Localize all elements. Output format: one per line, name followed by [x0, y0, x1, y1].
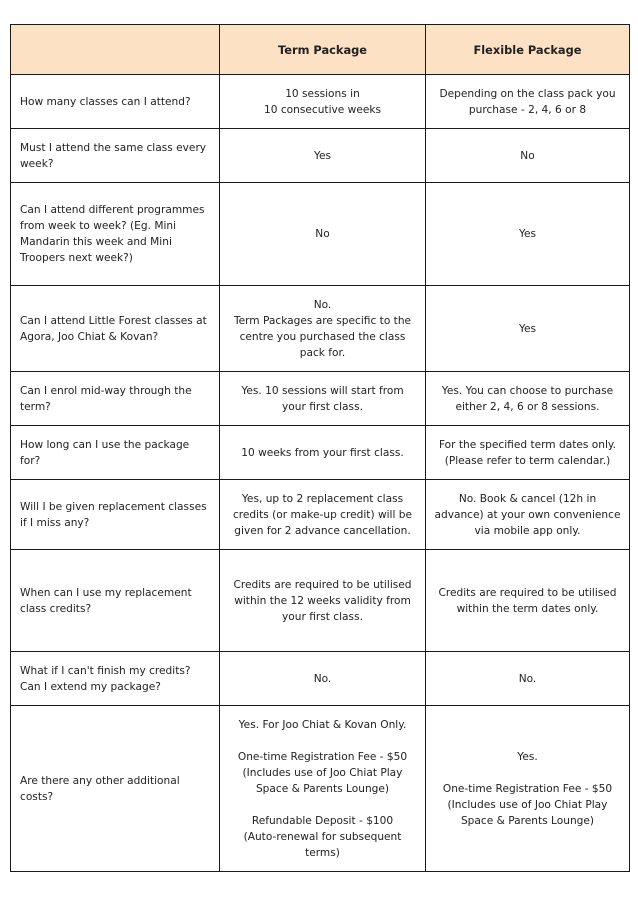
flexible-package-cell: Depending on the class pack you purchase - 2, 4, 6 or 8	[426, 75, 630, 129]
flexible-package-cell: Yes. You can choose to purchase either 2, 4, 6 or 8 sessions.	[426, 372, 630, 426]
table-header-row	[11, 25, 630, 75]
flexible-package-cell: Yes	[426, 183, 630, 286]
question-cell: Can I attend Little Forest classes at Agora, Joo Chiat & Kovan?	[11, 286, 220, 372]
question-cell: Will I be given replacement classes if I miss any?	[11, 480, 220, 550]
package-comparison-table	[10, 24, 630, 872]
flexible-package-cell: Yes. One-time Registration Fee - $50 (Includes use of Joo Chiat Play Space & Parents Lounge)	[426, 706, 630, 872]
table-row	[11, 480, 630, 550]
term-package-cell: Yes, up to 2 replacement class credits (or make-up credit) will be given for 2 advance cancellation.	[220, 480, 426, 550]
header-question	[11, 25, 220, 75]
table-row	[11, 75, 630, 129]
term-package-cell: Yes	[220, 129, 426, 183]
flexible-package-cell: No	[426, 129, 630, 183]
table-row	[11, 550, 630, 652]
table-row	[11, 652, 630, 706]
term-package-cell: 10 sessions in 10 consecutive weeks	[220, 75, 426, 129]
table-row	[11, 183, 630, 286]
table-row	[11, 129, 630, 183]
flexible-package-cell: Credits are required to be utilised within the term dates only.	[426, 550, 630, 652]
term-package-cell: No	[220, 183, 426, 286]
question-cell: How many classes can I attend?	[11, 75, 220, 129]
header-flexible-package: Flexible Package	[426, 25, 630, 75]
term-package-cell: No.	[220, 652, 426, 706]
table-row	[11, 286, 630, 372]
question-cell: What if I can't finish my credits? Can I extend my package?	[11, 652, 220, 706]
question-cell: When can I use my replacement class credits?	[11, 550, 220, 652]
term-package-cell: Credits are required to be utilised within the 12 weeks validity from your first class.	[220, 550, 426, 652]
term-package-cell: No. Term Packages are specific to the centre you purchased the class pack for.	[220, 286, 426, 372]
table-row	[11, 706, 630, 872]
header-term-package: Term Package	[220, 25, 426, 75]
question-cell: How long can I use the package for?	[11, 426, 220, 480]
flexible-package-cell: For the specified term dates only. (Please refer to term calendar.)	[426, 426, 630, 480]
question-cell: Must I attend the same class every week?	[11, 129, 220, 183]
table-row	[11, 426, 630, 480]
term-package-cell: Yes. For Joo Chiat & Kovan Only. One-time Registration Fee - $50 (Includes use of Joo Chiat Play Space & Parents Lounge) Refundable Deposit - $100 (Auto-renewal for subsequent terms)	[220, 706, 426, 872]
question-cell: Are there any other additional costs?	[11, 706, 220, 872]
flexible-package-cell: Yes	[426, 286, 630, 372]
question-cell: Can I attend different programmes from week to week? (Eg. Mini Mandarin this week and Mini Troopers next week?)	[11, 183, 220, 286]
flexible-package-cell: No. Book & cancel (12h in advance) at your own convenience via mobile app only.	[426, 480, 630, 550]
term-package-cell: Yes. 10 sessions will start from your first class.	[220, 372, 426, 426]
question-cell: Can I enrol mid-way through the term?	[11, 372, 220, 426]
flexible-package-cell: No.	[426, 652, 630, 706]
term-package-cell: 10 weeks from your first class.	[220, 426, 426, 480]
table-row	[11, 372, 630, 426]
